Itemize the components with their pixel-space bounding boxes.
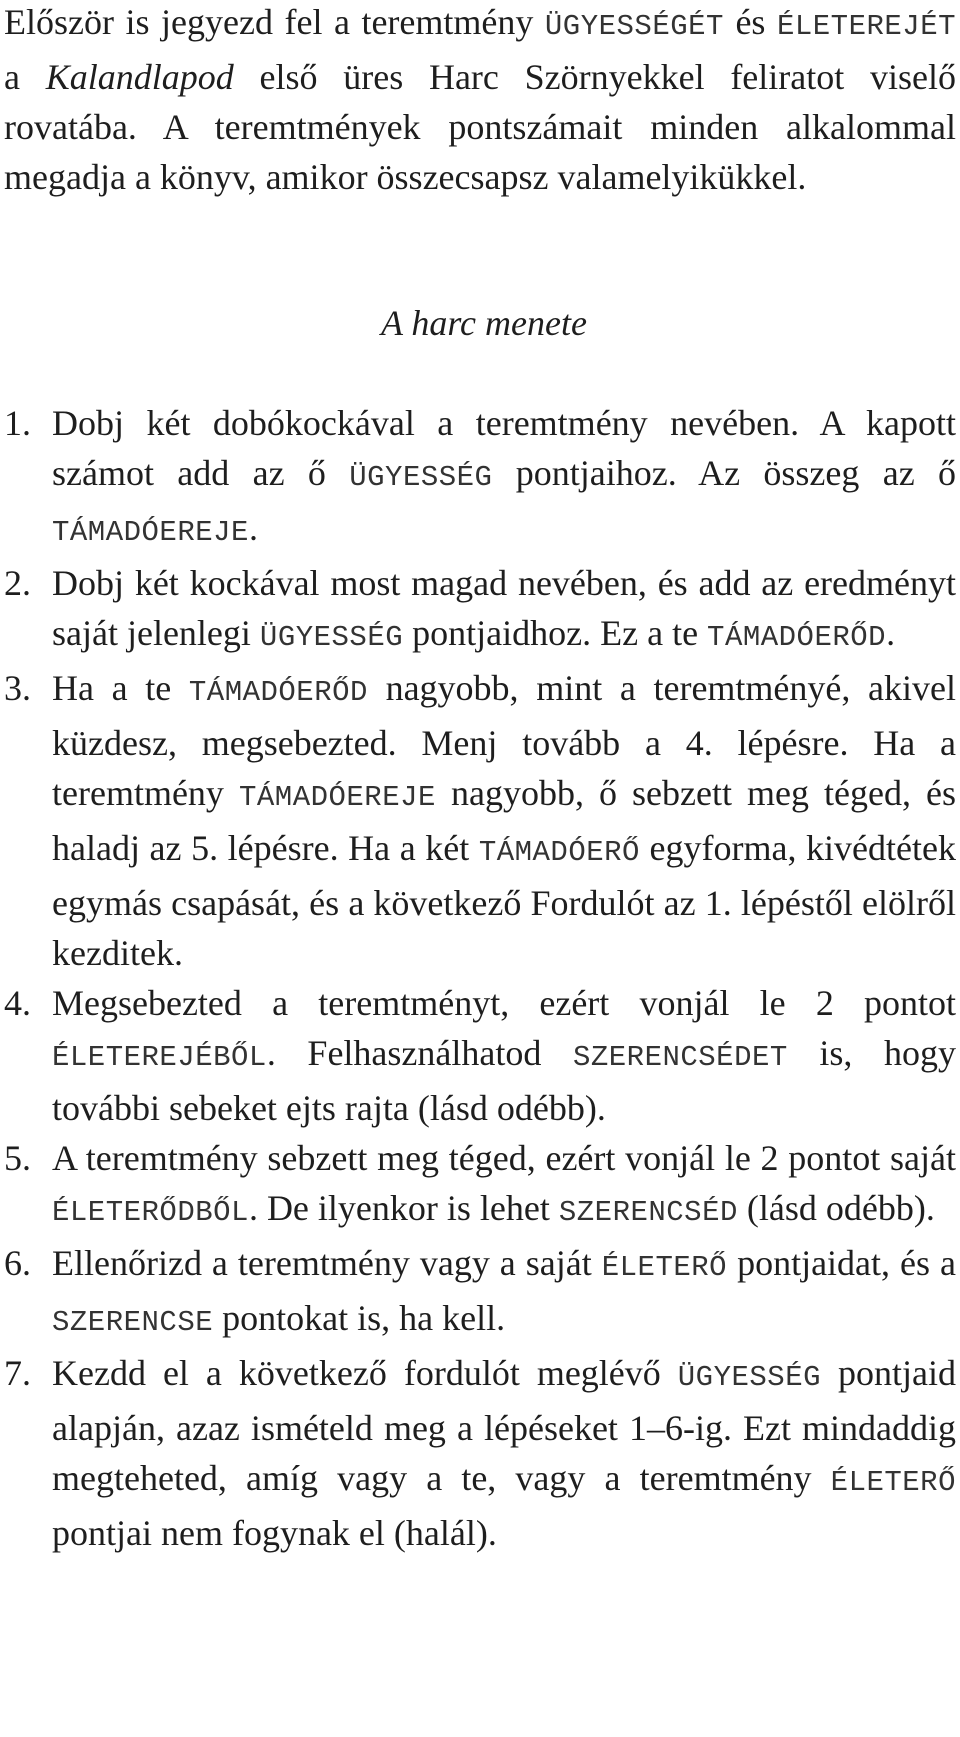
step-1 <box>4 398 956 558</box>
step-7 <box>4 1348 956 1558</box>
book-page <box>4 0 956 1558</box>
step-text: . <box>248 508 258 548</box>
step-3 <box>4 663 956 978</box>
step-text: . <box>886 613 896 653</box>
section-heading: A harc menete <box>381 303 587 343</box>
step-5 <box>4 1133 956 1238</box>
stamina-term: ÉLETERŐ <box>601 1251 728 1284</box>
step-number: 5. <box>4 1138 31 1178</box>
adventure-sheet-term: Kalandlapod <box>45 57 234 97</box>
intro-text: Először is jegyezd fel a teremtmény <box>4 2 545 42</box>
luck-term: SZERENCSÉDET <box>572 1041 788 1074</box>
step-text: egyforma, kivédtétek egymás csapását, és a következő Fordulót az 1. lépéstől elölről kezditek. <box>52 828 956 973</box>
stamina-term: ÉLETERŐDBŐL <box>52 1196 249 1229</box>
step-number: 3. <box>4 668 31 708</box>
step-text: Ha a te <box>52 668 189 708</box>
step-number: 2. <box>4 563 31 603</box>
step-text: Dobj két dobókockával a teremtmény nevében. A kapott számot add az ő <box>52 403 956 493</box>
step-text: nagyobb, ő sebzett meg téged, és haladj az 5. lépésre. Ha a két <box>52 773 957 868</box>
attack-strength-term: TÁMADÓEREJE <box>238 781 436 814</box>
attack-strength-term: TÁMADÓERŐD <box>707 621 887 654</box>
step-2 <box>4 558 956 663</box>
step-text: . De ilyenkor is lehet <box>248 1188 559 1228</box>
step-text: nagyobb, mint a teremtményé, akivel küzdesz, megsebezted. Menj tovább a 4. lépésre. Ha a teremtmény <box>52 668 956 813</box>
step-text: Megsebezted a teremtményt, ezért vonjál le 2 pontot <box>52 983 956 1023</box>
step-number: 1. <box>4 403 31 443</box>
step-number: 6. <box>4 1243 31 1283</box>
step-text: . Felhasználhatod <box>266 1033 573 1073</box>
intro-paragraph <box>4 0 956 202</box>
step-text: pontjaidhoz. Ez a te <box>403 613 708 653</box>
attack-strength-term: TÁMADÓERŐD <box>188 676 368 709</box>
step-text: (lásd odébb). <box>737 1188 935 1228</box>
skill-term: ÜGYESSÉG <box>349 461 493 494</box>
stamina-term: ÉLETEREJÉBŐL <box>52 1041 267 1074</box>
intro-text: első üres Harc Szörnyekkel feliratot viselő rovatába. A teremtmények pontszámait minden alkalommal megadja a könyv, amikor összecsapsz valamelyikükkel. <box>4 57 957 197</box>
skill-term: ÜGYESSÉGÉT <box>544 10 724 43</box>
step-number: 4. <box>4 983 31 1023</box>
step-text: Dobj két kockával most magad nevében, és add az eredményt saját jelenlegi <box>52 563 956 653</box>
combat-steps-list <box>4 398 956 1558</box>
step-text: pontjaid alapján, azaz ismételd meg a lépéseket 1–6-ig. Ezt mindaddig megteheted, amíg vagy a te, vagy a teremtmény <box>52 1353 956 1498</box>
step-4 <box>4 978 956 1133</box>
step-text: pontjaihoz. Az összeg az ő <box>492 453 957 493</box>
stamina-term: ÉLETEREJÉT <box>776 10 956 43</box>
stamina-term: ÉLETERŐ <box>830 1466 956 1499</box>
step-6 <box>4 1238 956 1348</box>
skill-term: ÜGYESSÉG <box>259 621 404 654</box>
step-text: Kezdd el a következő fordulót meglévő <box>52 1353 678 1393</box>
step-text: Ellenőrizd a teremtmény vagy a saját <box>52 1243 602 1283</box>
step-text: pontjaidat, és a <box>727 1243 956 1283</box>
step-number: 7. <box>4 1353 31 1393</box>
step-text: A teremtmény sebzett meg téged, ezért vonjál le 2 pontot saját <box>52 1138 956 1178</box>
step-text: is, hogy további sebeket ejts rajta (lásd odébb). <box>52 1033 956 1128</box>
skill-term: ÜGYESSÉG <box>677 1361 822 1394</box>
luck-term: SZERENCSÉD <box>558 1196 738 1229</box>
step-text: pontokat is, ha kell. <box>213 1298 506 1338</box>
intro-text: és <box>723 2 777 42</box>
luck-term: SZERENCSE <box>52 1306 214 1339</box>
attack-strength-term: TÁMADÓEREJE <box>52 516 249 549</box>
attack-strength-term: TÁMADÓERŐ <box>478 836 640 869</box>
step-text: pontjai nem fogynak el (halál). <box>52 1513 497 1553</box>
intro-text: a <box>4 57 46 97</box>
